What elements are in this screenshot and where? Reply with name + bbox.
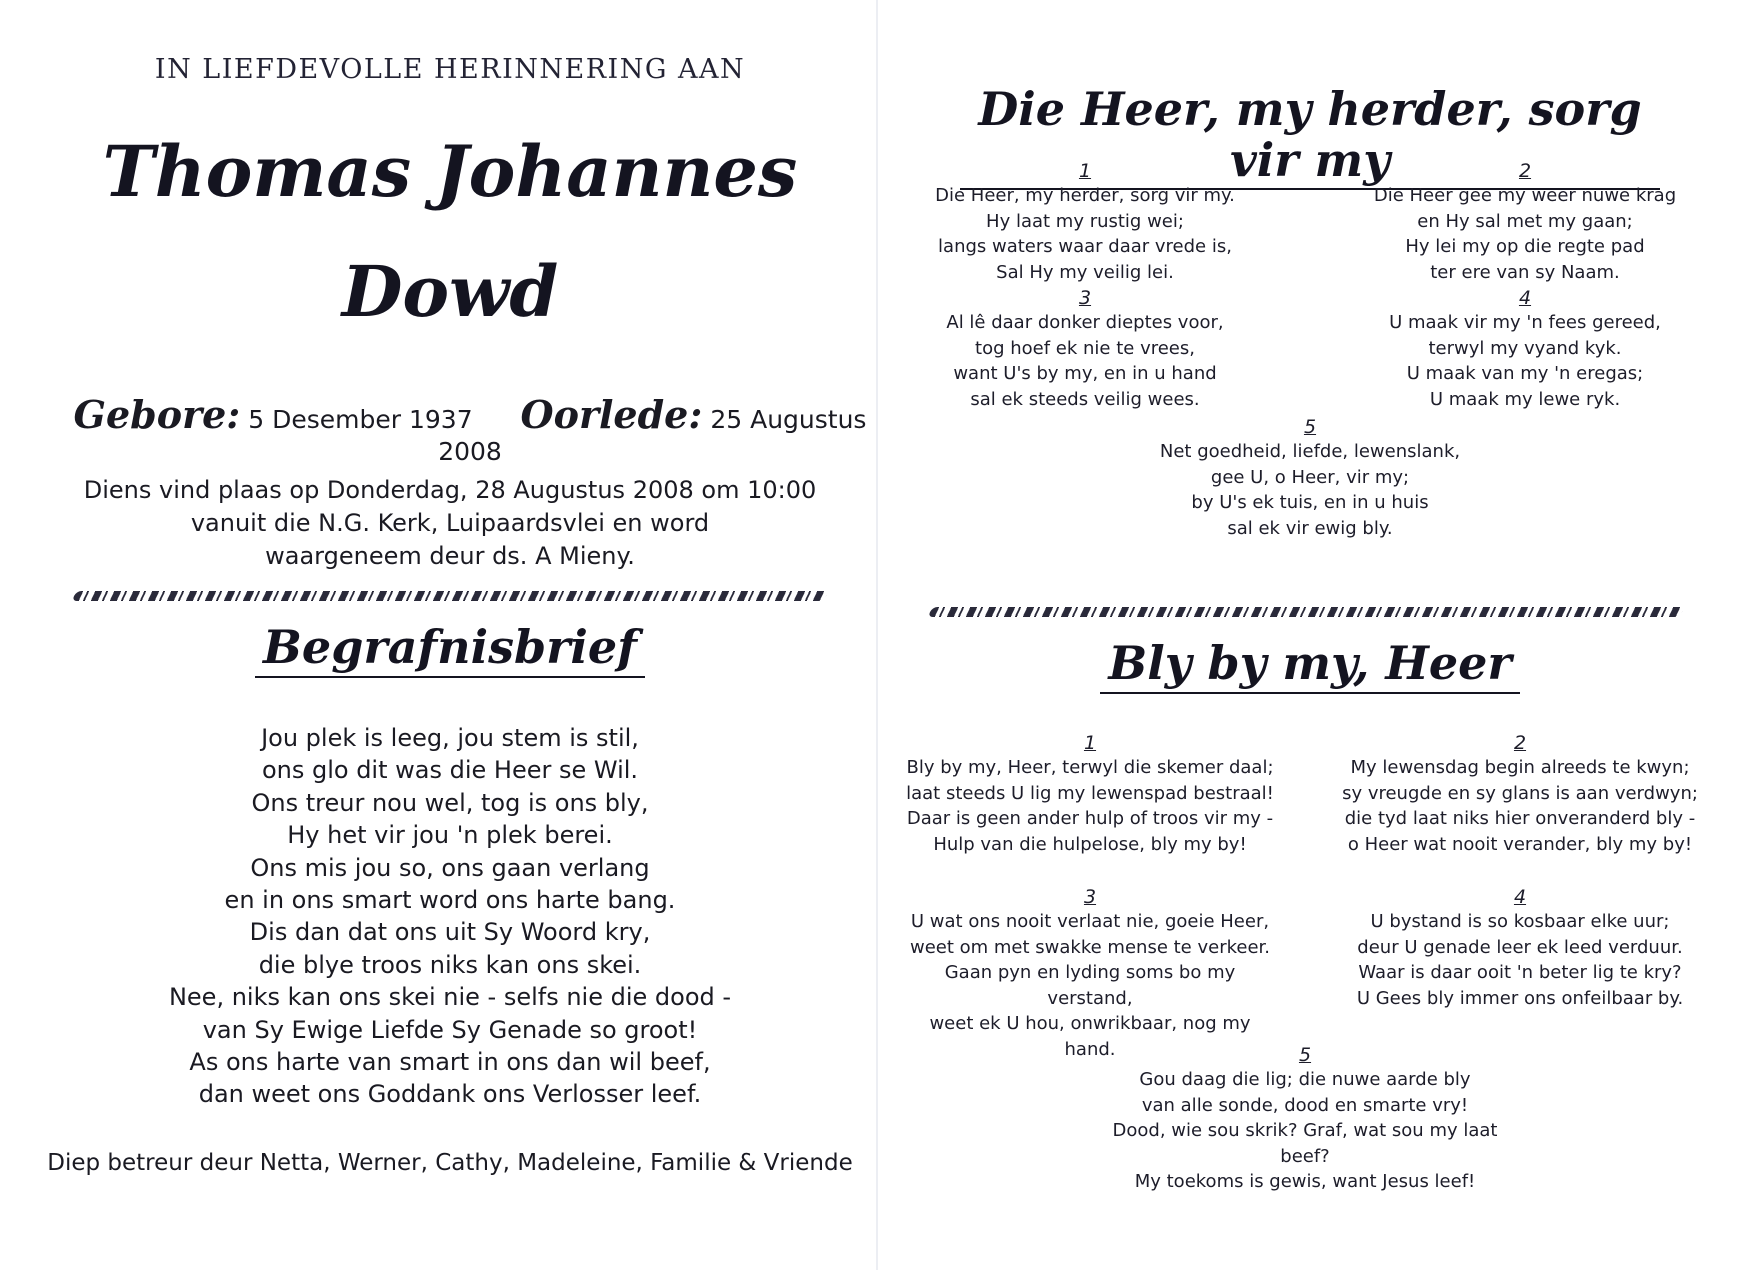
verse-number: 3	[1083, 886, 1097, 908]
ornamental-divider	[72, 591, 829, 601]
hymn2-verse-3	[905, 885, 1275, 1063]
verse-line: want U's by my, en in u hand	[953, 363, 1217, 385]
verse-line: deur U genade leer ek leed verduur.	[1357, 936, 1683, 958]
poem	[60, 722, 840, 1111]
memorial-heading: IN LIEFDEVOLLE HERINNERING AAN	[154, 54, 746, 85]
hymn1-verse-4	[1355, 286, 1695, 412]
verse-number: 2	[1518, 160, 1532, 182]
verse-number: 5	[1298, 1044, 1312, 1066]
verse-line: Hy lei my op die regte pad	[1405, 236, 1645, 258]
verse-number: 5	[1303, 416, 1317, 438]
verse-line: tog hoef ek nie te vrees,	[975, 337, 1195, 359]
born-label: Gebore:	[73, 392, 241, 437]
verse-line: Die Heer gee my weer nuwe krag	[1373, 185, 1677, 206]
verse-line: Gou daag die lig; die nuwe aarde bly	[1139, 1069, 1471, 1090]
poem-title: Begrafnisbrief	[255, 622, 645, 678]
verse-number: 4	[1518, 287, 1532, 309]
born-date: 5 Desember 1937	[248, 405, 473, 434]
verse-line: Hulp van die hulpelose, bly my by!	[933, 833, 1247, 855]
verse-line: U bystand is so kosbaar elke uur;	[1370, 911, 1670, 932]
verse-line: weet om met swakke mense te verkeer.	[909, 936, 1270, 958]
verse-line: ter ere van sy Naam.	[1430, 261, 1620, 283]
mourners-line: Diep betreur deur Netta, Werner, Cathy, Madeleine, Familie & Vriende	[47, 1150, 853, 1176]
hymn1-verse-2	[1355, 159, 1695, 285]
verse-line: sal ek steeds veilig wees.	[970, 388, 1200, 410]
service-line: waargeneem deur ds. A Mieny.	[265, 542, 635, 570]
hymn2-title-wrap	[960, 638, 1660, 694]
died-date: 25 Augustus 2008	[438, 405, 867, 466]
verse-line: laat steeds U lig my lewenspad bestraal!	[906, 782, 1274, 804]
verse-line: Gaan pyn en lyding soms bo my verstand,	[944, 962, 1236, 1009]
hymn2-verse-2	[1330, 731, 1710, 857]
verse-line: U wat ons nooit verlaat nie, goeie Heer,	[910, 911, 1270, 932]
verse-line: en Hy sal met my gaan;	[1417, 210, 1633, 232]
poem-line: Jou plek is leeg, jou stem is stil,	[261, 724, 639, 752]
verse-number: 3	[1078, 287, 1092, 309]
verse-line: Waar is daar ooit 'n beter lig te kry?	[1358, 962, 1682, 984]
verse-line: Dood, wie sou skrik? Graf, wat sou my laat beef?	[1112, 1120, 1498, 1167]
verse-line: Al lê daar donker dieptes voor,	[946, 312, 1224, 333]
hymn1-verse-5	[1120, 415, 1500, 541]
verse-line: Daar is geen ander hulp of troos vir my -	[906, 808, 1274, 830]
poem-line: As ons harte van smart in ons dan wil beef,	[189, 1048, 711, 1077]
poem-line: Nee, niks kan ons skei nie - selfs nie die dood -	[168, 983, 732, 1012]
poem-line: Hy het vir jou 'n plek berei.	[287, 821, 613, 850]
verse-line: langs waters waar daar vrede is,	[938, 236, 1232, 258]
verse-line: U Gees bly immer ons onfeilbaar by.	[1356, 987, 1684, 1009]
died-label: Oorlede:	[520, 392, 703, 437]
hymn2-title: Bly by my, Heer	[1100, 638, 1519, 694]
verse-line: die tyd laat niks hier onveranderd bly -	[1344, 808, 1696, 830]
hymn1-title: Die Heer, my herder, sorg vir my	[960, 84, 1660, 190]
service-line: Diens vind plaas op Donderdag, 28 Augustus 2008 om 10:00	[83, 476, 817, 504]
verse-line: U maak vir my 'n fees gereed,	[1389, 312, 1661, 333]
hymn1-verse-3	[920, 286, 1250, 412]
poem-line: Dis dan dat ons uit Sy Woord kry,	[249, 918, 651, 947]
verse-line: U maak van my 'n eregas;	[1406, 363, 1644, 385]
verse-number: 1	[1083, 732, 1097, 754]
poem-line: van Sy Ewige Liefde Sy Genade so groot!	[202, 1015, 698, 1044]
dates-row	[60, 392, 880, 466]
verse-line: My toekoms is gewis, want Jesus leef!	[1134, 1171, 1476, 1193]
verse-line: Net goedheid, liefde, lewenslank,	[1159, 441, 1461, 462]
verse-line: Sal Hy my veilig lei.	[996, 261, 1174, 283]
hymn2-verse-4	[1330, 885, 1710, 1011]
poem-line: dan weet ons Goddank ons Verlosser leef.	[198, 1080, 702, 1109]
verse-number: 2	[1513, 732, 1527, 754]
poem-line: Ons mis jou so, ons gaan verlang	[250, 853, 650, 882]
verse-line: terwyl my vyand kyk.	[1428, 337, 1622, 359]
verse-line: by U's ek tuis, en in u huis	[1191, 492, 1429, 514]
service-line: vanuit die N.G. Kerk, Luipaardsvlei en word	[190, 509, 710, 537]
poem-title-wrap	[60, 622, 840, 678]
hymn2-verse-1	[905, 731, 1275, 857]
deceased-name-line1: Thomas Johannes	[102, 130, 798, 213]
poem-line: die blye troos niks kan ons skei.	[258, 950, 642, 979]
verse-line: Bly by my, Heer, terwyl die skemer daal;	[906, 757, 1274, 778]
hymn2-verse-5	[1085, 1043, 1525, 1195]
verse-number: 4	[1513, 886, 1527, 908]
verse-line: sy vreugde en sy glans is aan verdwyn;	[1342, 782, 1698, 804]
verse-number: 1	[1078, 160, 1092, 182]
poem-line: Ons treur nou wel, tog is ons bly,	[251, 788, 649, 817]
poem-line: ons glo dit was die Heer se Wil.	[261, 756, 639, 785]
verse-line: sal ek vir ewig bly.	[1227, 517, 1393, 539]
page-fold	[876, 0, 878, 1270]
poem-line: en in ons smart word ons harte bang.	[224, 886, 676, 915]
service-details	[60, 474, 840, 573]
verse-line: Die Heer, my herder, sorg vir my.	[935, 185, 1235, 206]
verse-line: weet ek U hou, onwrikbaar, nog my hand.	[929, 1013, 1251, 1060]
verse-line: van alle sonde, dood en smarte vry!	[1141, 1094, 1469, 1116]
verse-line: Hy laat my rustig wei;	[986, 210, 1184, 232]
verse-line: gee U, o Heer, vir my;	[1210, 466, 1410, 488]
deceased-name-line2: Dowd	[341, 250, 559, 333]
verse-line: U maak my lewe ryk.	[1429, 388, 1621, 410]
hymn1-verse-1	[920, 159, 1250, 285]
verse-line: My lewensdag begin alreeds te kwyn;	[1350, 757, 1690, 778]
verse-line: o Heer wat nooit verander, bly my by!	[1347, 833, 1693, 855]
ornamental-divider	[928, 607, 1685, 617]
